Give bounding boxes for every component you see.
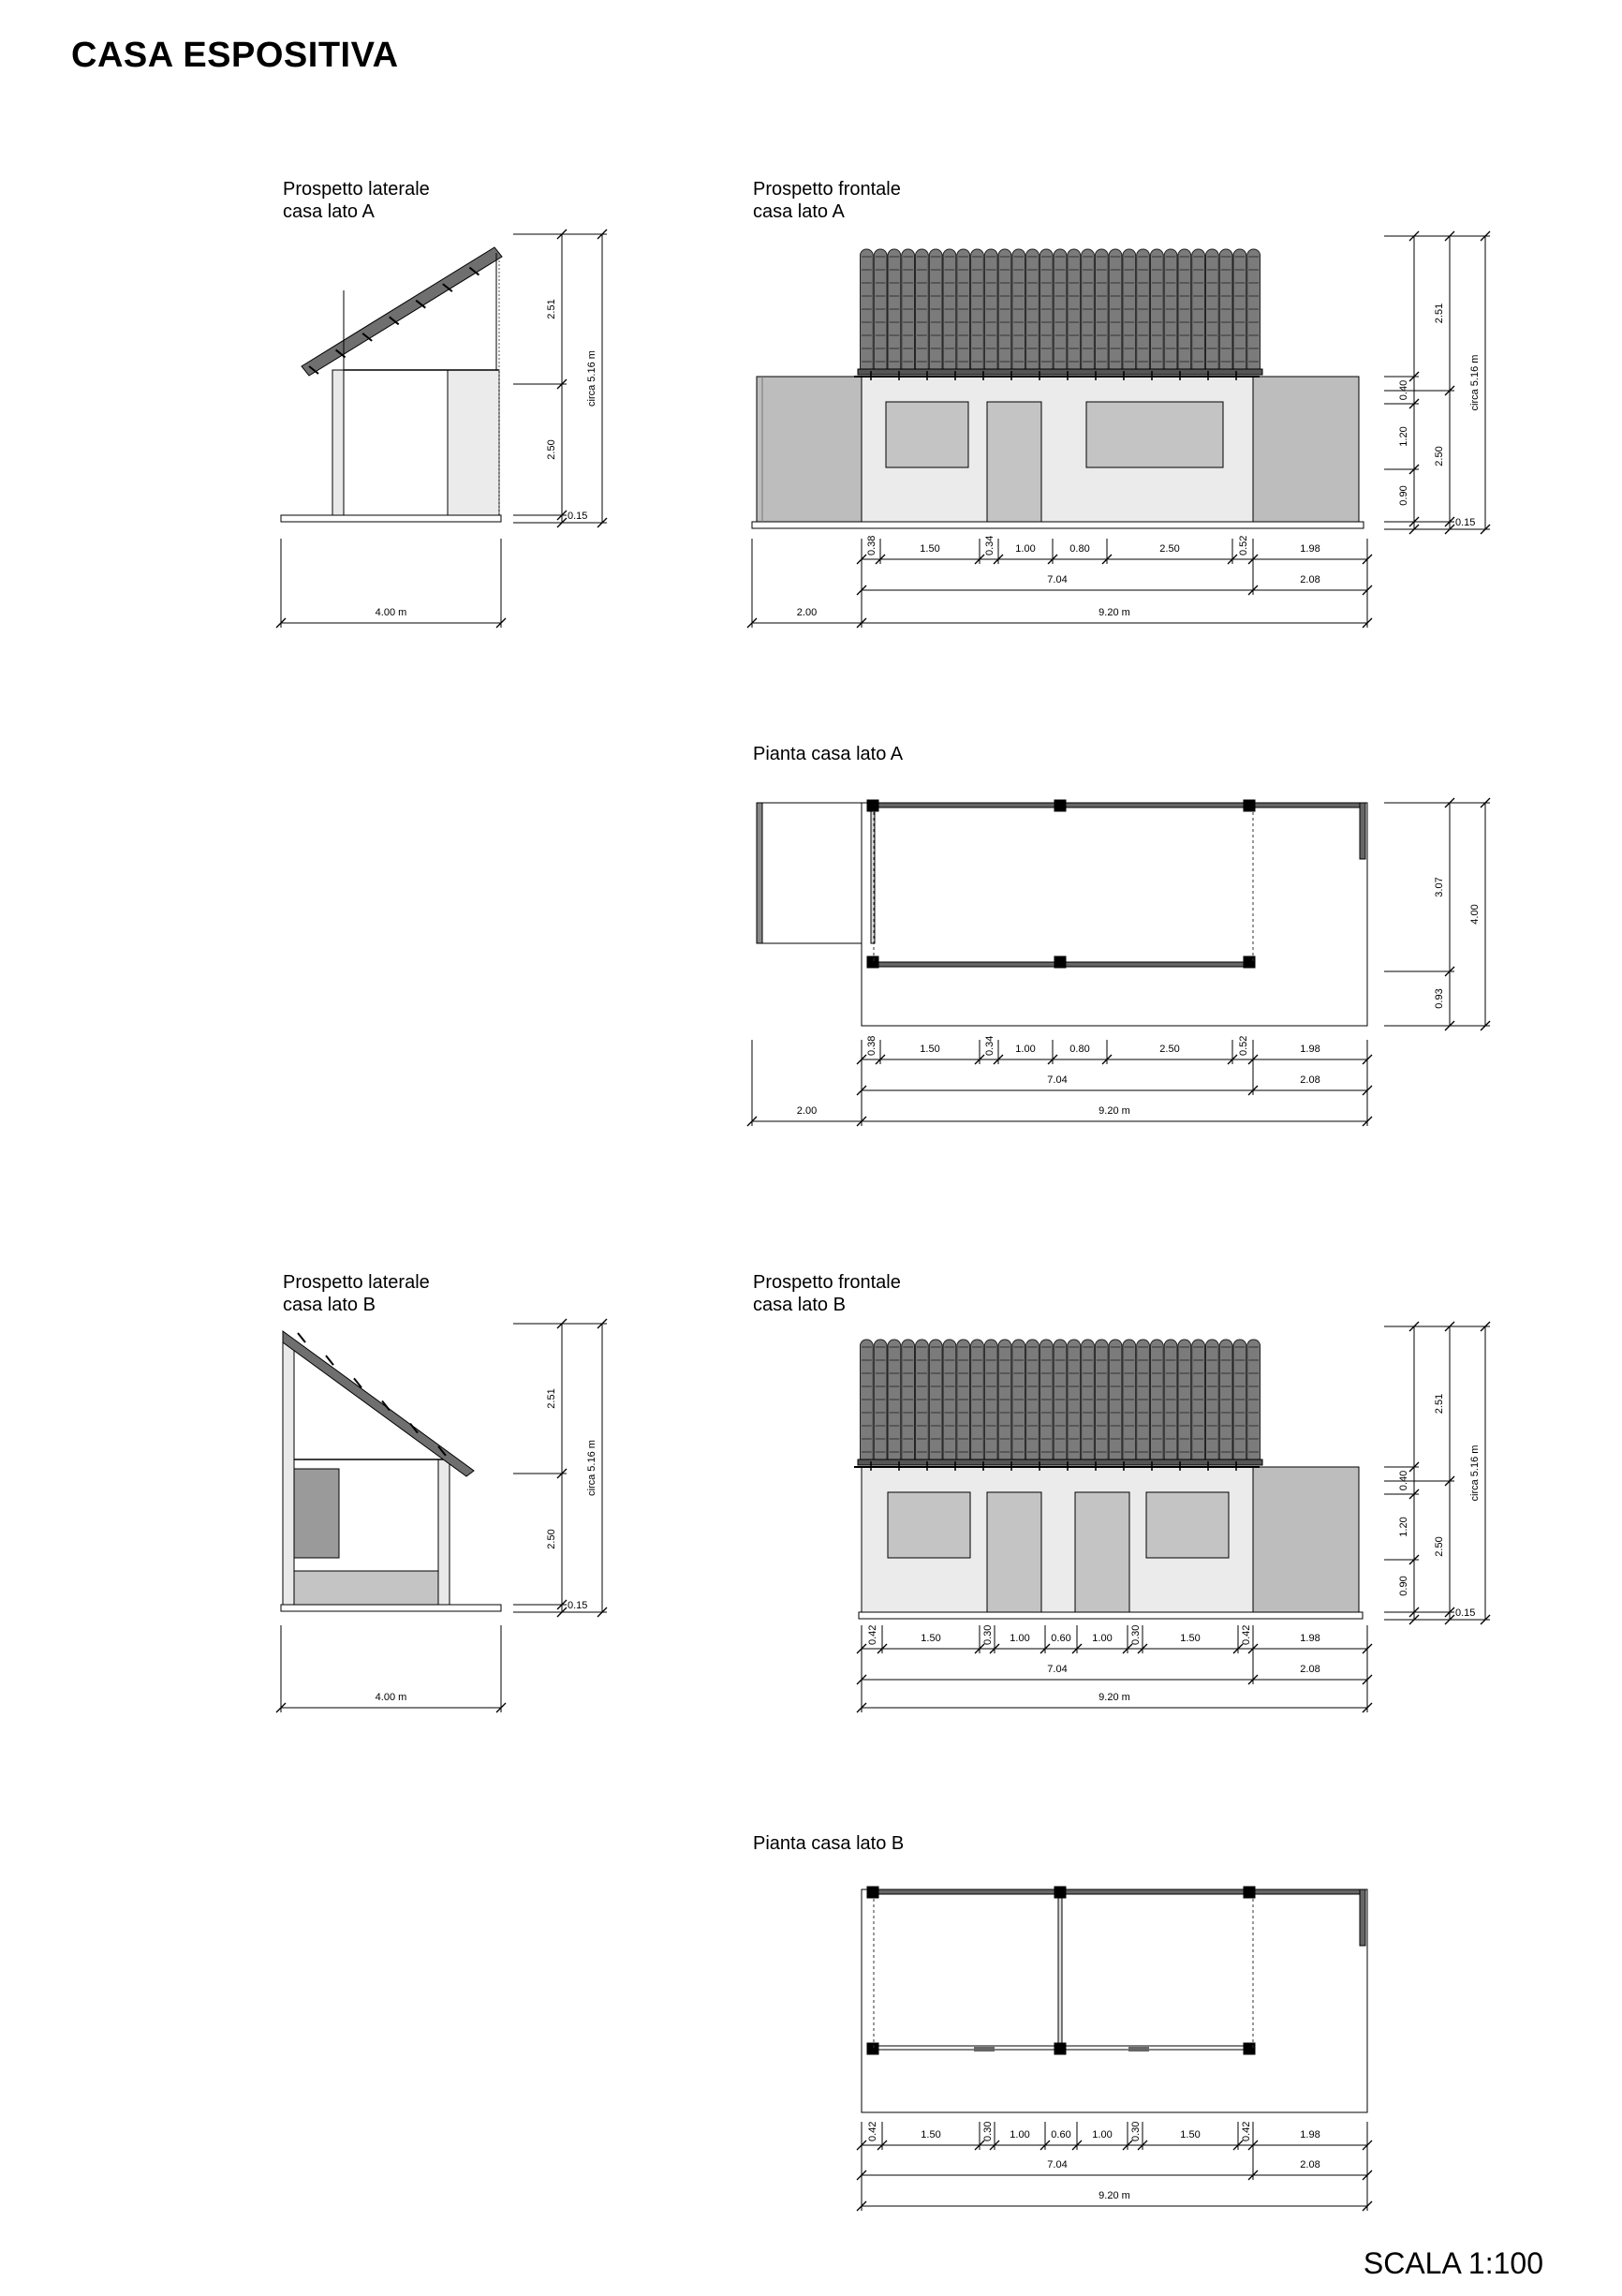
dim-label: 1.50: [1180, 2129, 1201, 2140]
roof-tile: [929, 249, 942, 375]
roof-tile: [1095, 249, 1108, 375]
dim-label: 0.90: [1398, 1576, 1409, 1596]
annex-wall: [757, 803, 762, 943]
roof-tile: [1109, 249, 1122, 375]
dim-label: 1.00: [1010, 1633, 1030, 1644]
column: [867, 2043, 878, 2054]
plan-partition: [1058, 1889, 1062, 2049]
door: [1075, 1492, 1129, 1612]
roof-front: [858, 249, 1262, 375]
roof-tile: [874, 249, 887, 375]
plan-back-wall: [871, 803, 1365, 807]
dim-label: 1.50: [1180, 1633, 1201, 1644]
back-wall: [448, 370, 499, 515]
roof-tile: [1247, 249, 1261, 375]
base-slab: [281, 515, 501, 522]
dim-label: 0.80: [1069, 1044, 1090, 1055]
dim-label: 1.98: [1300, 1633, 1320, 1644]
dim-label: 0.42: [1241, 1624, 1252, 1645]
dim-label: 1.00: [1092, 2129, 1113, 2140]
dim-label: 0.42: [867, 1624, 878, 1645]
column: [1054, 1887, 1066, 1898]
dim-label: 0.90: [1398, 485, 1409, 506]
dim-label: 3.07: [1434, 877, 1445, 897]
dim-label: 2.08: [1300, 2159, 1320, 2170]
roof-tile: [1082, 249, 1095, 375]
roof-gutter: [858, 369, 1262, 375]
wall-panel: [294, 1571, 438, 1605]
door-jamb: [974, 2047, 995, 2052]
roof-tile: [1068, 249, 1081, 375]
dim-label: 0.15: [1455, 1607, 1476, 1619]
roof-tile: [1178, 1340, 1191, 1465]
roof-tile: [1205, 249, 1218, 375]
dim-label: 7.04: [1047, 1074, 1068, 1086]
annex-right-wall: [1253, 1467, 1359, 1612]
dim-label: 1.00: [1015, 1044, 1036, 1055]
dim-label: 9.20 m: [1099, 607, 1130, 618]
roof-tile: [861, 1340, 874, 1465]
dim-label: 0.15: [568, 511, 588, 522]
dim-label: 2.51: [546, 299, 557, 319]
column: [1054, 956, 1066, 968]
dim-label: 9.20 m: [1099, 1105, 1130, 1117]
roof-tile: [1012, 1340, 1025, 1465]
caption-side-a-line2: casa lato A: [283, 201, 375, 222]
dim-label: 0.93: [1434, 988, 1445, 1009]
caption-front-a-line1: Prospetto frontale: [753, 179, 901, 200]
roof-tile: [902, 1340, 915, 1465]
column: [1244, 1887, 1255, 1898]
roof-tile: [1219, 1340, 1232, 1465]
roof-tile: [943, 1340, 956, 1465]
door: [987, 1492, 1041, 1612]
dim-label: 1.50: [921, 2129, 941, 2140]
plan-outline: [862, 803, 1367, 1026]
column: [1054, 2043, 1066, 2054]
caption-front-a-line2: casa lato A: [753, 201, 845, 222]
dim-label: 7.04: [1047, 2159, 1068, 2170]
dim-label: 0.40: [1398, 1470, 1409, 1491]
dim-label: 2.50: [1159, 543, 1180, 555]
column: [867, 956, 878, 968]
plan-right-wall: [1360, 1889, 1365, 1946]
dim-label: 2.51: [1434, 1393, 1445, 1415]
dim-label: 0.30: [1130, 1624, 1142, 1645]
dim-label: 9.20 m: [1099, 1692, 1130, 1703]
dim-label: 0.30: [1130, 2121, 1142, 2141]
dim-label: 1.50: [920, 543, 940, 555]
base-slab: [752, 522, 1364, 528]
caption-plan-a: Pianta casa lato A: [753, 744, 904, 764]
dim-label: 2.50: [546, 1529, 557, 1549]
dim-label: 1.00: [1010, 2129, 1030, 2140]
dim-label: 0.38: [866, 1035, 877, 1056]
dim-label: 1.98: [1300, 1044, 1320, 1055]
roof-tile: [1178, 249, 1191, 375]
roof-tile: [971, 249, 984, 375]
dim-label: 4.00 m: [375, 607, 407, 618]
dim-label: circa 5.16 m: [586, 350, 597, 407]
dim-label: 9.20 m: [1099, 2190, 1130, 2201]
post: [438, 1459, 450, 1605]
caption-side-a-line1: Prospetto laterale: [283, 179, 430, 200]
dim-label: 1.50: [920, 1044, 940, 1055]
roof-tile: [861, 249, 874, 375]
window: [886, 402, 968, 467]
dim-label: 2.08: [1300, 1074, 1320, 1086]
roof-tile: [943, 249, 956, 375]
caption-front-b-line2: casa lato B: [753, 1295, 846, 1315]
plan-right-wall: [1360, 803, 1365, 859]
roof-tile: [888, 1340, 901, 1465]
roof-slope: [302, 247, 502, 376]
plan-outline: [862, 1889, 1367, 2112]
roof-tile: [902, 249, 915, 375]
dim-label: 0.34: [984, 1035, 995, 1056]
dim-label: 0.40: [1398, 379, 1409, 401]
roof-tile: [1233, 1340, 1246, 1465]
page-title: CASA ESPOSITIVA: [71, 36, 399, 75]
caption-side-b-line1: Prospetto laterale: [283, 1272, 430, 1293]
roof-tile: [971, 1340, 984, 1465]
dim-label: 0.30: [982, 2121, 994, 2141]
roof-tile: [888, 249, 901, 375]
roof-tile: [916, 1340, 929, 1465]
window: [1086, 402, 1223, 467]
dim-label: 2.50: [1434, 1536, 1445, 1557]
roof-tile: [957, 1340, 970, 1465]
dim-label: 1.98: [1300, 2129, 1320, 2140]
roof-tile: [1054, 249, 1067, 375]
roof-tile: [1026, 249, 1040, 375]
annex-left-wall: [757, 377, 862, 522]
dim-label: 4.00: [1469, 904, 1481, 925]
dim-label: 1.00: [1015, 543, 1036, 555]
roof-front: [858, 1340, 1262, 1465]
caption-side-b-line2: casa lato B: [283, 1295, 376, 1315]
roof-tile: [1150, 1340, 1163, 1465]
roof-tile: [1233, 249, 1246, 375]
dim-label: 1.50: [921, 1633, 941, 1644]
roof-tile: [1192, 249, 1205, 375]
window: [1146, 1492, 1229, 1558]
dim-label: 2.00: [796, 1105, 818, 1117]
door: [987, 402, 1041, 522]
dim-label: 0.15: [1455, 517, 1476, 528]
dim-label: 0.34: [984, 535, 995, 555]
dim-label: 0.42: [867, 2121, 878, 2141]
dim-label: circa 5.16 m: [586, 1440, 597, 1496]
roof-tile: [874, 1340, 887, 1465]
roof-tile: [1219, 249, 1232, 375]
dim-label: 1.20: [1398, 1517, 1409, 1537]
dim-label: 0.52: [1238, 535, 1249, 555]
base-slab: [281, 1605, 501, 1611]
dim-label: 0.52: [1238, 1035, 1249, 1056]
caption-front-b-line1: Prospetto frontale: [753, 1272, 901, 1293]
roof-tile: [1082, 1340, 1095, 1465]
dim-label: 2.50: [1434, 446, 1445, 467]
roof-tile: [1205, 1340, 1218, 1465]
dim-label: 0.30: [982, 1624, 994, 1645]
roof-gutter: [858, 1459, 1262, 1465]
roof-tile: [1123, 1340, 1136, 1465]
dim-label: 2.00: [796, 607, 818, 618]
roof-tile: [1137, 1340, 1150, 1465]
roof-tile: [984, 1340, 997, 1465]
roof-tile: [1150, 249, 1163, 375]
column: [1244, 800, 1255, 811]
plan-back-wall: [871, 1889, 1365, 1894]
dim-label: 7.04: [1047, 1664, 1068, 1675]
annex-right-wall: [1253, 377, 1359, 522]
roof-tile: [1109, 1340, 1122, 1465]
roof-tile: [1164, 249, 1177, 375]
roof-tile: [957, 249, 970, 375]
roof-tile: [1247, 1340, 1261, 1465]
roof-tile: [929, 1340, 942, 1465]
post: [332, 370, 344, 515]
base-slab: [859, 1612, 1363, 1619]
roof-tile: [1137, 249, 1150, 375]
dim-label: 2.08: [1300, 574, 1320, 585]
wall-panel: [294, 1469, 339, 1558]
roof-tile: [1054, 1340, 1067, 1465]
column: [1054, 800, 1066, 811]
roof-tile: [1012, 249, 1025, 375]
roof-tile: [1192, 1340, 1205, 1465]
dim-label: 4.00 m: [375, 1692, 407, 1703]
dim-label: 0.60: [1051, 2129, 1071, 2140]
dim-label: 2.50: [546, 439, 557, 460]
door-jamb: [1128, 2047, 1149, 2052]
roof-tile: [916, 249, 929, 375]
post: [283, 1342, 294, 1605]
roof-tile: [984, 249, 997, 375]
dim-label: 2.50: [1159, 1044, 1180, 1055]
roof-tile: [1068, 1340, 1081, 1465]
roof-tile: [998, 249, 1011, 375]
window: [888, 1492, 970, 1558]
roof-tile-joint: [298, 1333, 305, 1342]
column: [1244, 2043, 1255, 2054]
annex-outline: [757, 803, 862, 943]
roof-tile: [1026, 1340, 1040, 1465]
dim-label: 0.60: [1051, 1633, 1071, 1644]
dim-label: 0.38: [866, 535, 877, 555]
dim-label: 1.00: [1092, 1633, 1113, 1644]
caption-plan-b: Pianta casa lato B: [753, 1833, 905, 1854]
dim-label: 1.20: [1398, 426, 1409, 447]
dim-label: 0.15: [568, 1600, 588, 1611]
dim-label: 2.51: [546, 1388, 557, 1409]
column: [867, 1887, 878, 1898]
dim-label: 0.42: [1241, 2121, 1252, 2141]
roof-tile: [998, 1340, 1011, 1465]
dim-label: 2.08: [1300, 1664, 1320, 1675]
dim-label: 2.51: [1434, 303, 1445, 324]
dim-label: 1.98: [1300, 543, 1320, 555]
column: [1244, 956, 1255, 968]
scale-label: SCALA 1:100: [1363, 2246, 1543, 2280]
roof-tile: [1040, 1340, 1053, 1465]
roof-tile: [1164, 1340, 1177, 1465]
dim-label: 7.04: [1047, 574, 1068, 585]
dim-label: circa 5.16 m: [1469, 354, 1481, 411]
roof-tile: [1040, 249, 1053, 375]
dim-label: 0.80: [1069, 543, 1090, 555]
roof-tile: [1095, 1340, 1108, 1465]
dim-label: circa 5.16 m: [1469, 1444, 1481, 1502]
roof-tile: [1123, 249, 1136, 375]
column: [867, 800, 878, 811]
